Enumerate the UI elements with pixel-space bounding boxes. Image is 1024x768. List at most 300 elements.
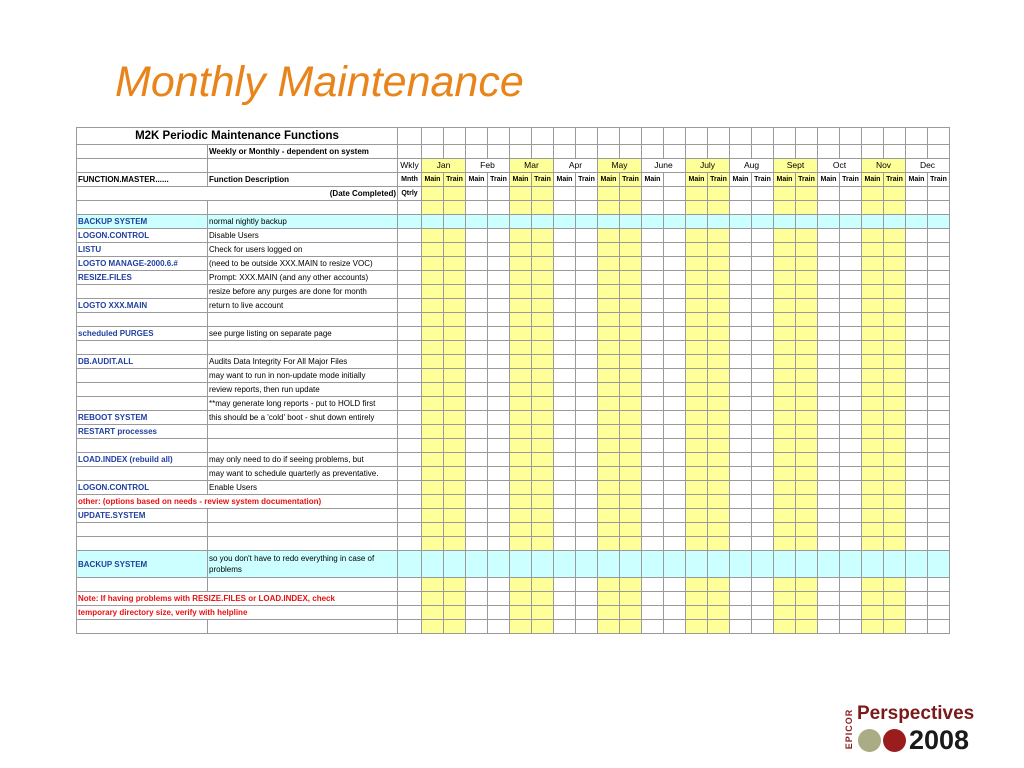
month-cell [752, 620, 774, 634]
wkly-cell [398, 411, 422, 425]
month-cell [708, 215, 730, 229]
month-cell [466, 327, 488, 341]
description-cell: resize before any purges are done for month [208, 285, 398, 299]
blank-cell [620, 145, 642, 159]
month-cell [576, 620, 598, 634]
wkly-cell [398, 299, 422, 313]
month-cell [444, 257, 466, 271]
month-cell [466, 215, 488, 229]
wkly-cell [398, 425, 422, 439]
date-completed-label: (Date Completed) [77, 187, 398, 201]
month-cell [620, 327, 642, 341]
month-cell [730, 187, 752, 201]
month-cell [510, 620, 532, 634]
table-row [77, 439, 950, 453]
month-cell [928, 299, 950, 313]
main-label: Main [774, 173, 796, 187]
table-row [77, 201, 950, 215]
month-cell [598, 453, 620, 467]
month-cell [422, 243, 444, 257]
blank-cell [466, 145, 488, 159]
table-row [77, 495, 950, 509]
month-header: Apr [554, 159, 598, 173]
month-cell [664, 201, 686, 215]
month-cell [664, 285, 686, 299]
month-cell [730, 509, 752, 523]
month-cell [664, 425, 686, 439]
month-cell [774, 215, 796, 229]
month-cell [444, 481, 466, 495]
month-cell [466, 537, 488, 551]
main-label: Main [906, 173, 928, 187]
month-cell [840, 271, 862, 285]
month-cell [796, 229, 818, 243]
month-cell [466, 341, 488, 355]
month-cell [488, 620, 510, 634]
month-cell [884, 369, 906, 383]
month-cell [686, 551, 708, 578]
month-cell [708, 243, 730, 257]
month-cell [554, 523, 576, 537]
month-cell [598, 327, 620, 341]
month-cell [532, 341, 554, 355]
table-row [77, 397, 950, 411]
month-cell [818, 453, 840, 467]
month-cell [532, 369, 554, 383]
month-cell [620, 341, 642, 355]
month-cell [884, 327, 906, 341]
main-label: Main [598, 173, 620, 187]
month-cell [752, 187, 774, 201]
month-cell [752, 215, 774, 229]
month-cell [620, 355, 642, 369]
month-cell [774, 523, 796, 537]
month-cell [928, 243, 950, 257]
month-cell [642, 355, 664, 369]
month-cell [598, 187, 620, 201]
month-cell [466, 187, 488, 201]
wkly-cell [398, 341, 422, 355]
function-cell: other: (options based on needs - review system documentation) [77, 495, 398, 509]
table-row [77, 620, 950, 634]
month-cell [554, 215, 576, 229]
blank-cell [862, 145, 884, 159]
month-cell [532, 229, 554, 243]
month-cell [708, 229, 730, 243]
month-cell [862, 397, 884, 411]
month-cell [840, 578, 862, 592]
month-cell [686, 229, 708, 243]
month-cell [730, 243, 752, 257]
month-cell [576, 523, 598, 537]
month-cell [466, 578, 488, 592]
month-cell [796, 187, 818, 201]
month-cell [642, 271, 664, 285]
month-cell [796, 551, 818, 578]
month-cell [664, 355, 686, 369]
description-cell [208, 578, 398, 592]
description-cell: may want to schedule quarterly as preventative. [208, 467, 398, 481]
table-row [77, 467, 950, 481]
month-cell [686, 467, 708, 481]
month-cell [642, 523, 664, 537]
month-cell [928, 397, 950, 411]
description-cell [208, 537, 398, 551]
month-cell [444, 523, 466, 537]
description-cell: review reports, then run update [208, 383, 398, 397]
month-cell [554, 341, 576, 355]
month-cell [576, 313, 598, 327]
month-cell [466, 551, 488, 578]
month-cell [928, 257, 950, 271]
month-header: May [598, 159, 642, 173]
month-cell [488, 411, 510, 425]
month-cell [576, 537, 598, 551]
function-cell [77, 383, 208, 397]
month-cell [510, 229, 532, 243]
train-label: Train [488, 173, 510, 187]
month-cell [752, 411, 774, 425]
month-cell [510, 606, 532, 620]
month-cell [488, 215, 510, 229]
month-cell [752, 243, 774, 257]
month-cell [906, 467, 928, 481]
month-cell [730, 369, 752, 383]
month-cell [708, 453, 730, 467]
month-cell [730, 453, 752, 467]
month-cell [774, 369, 796, 383]
month-cell [862, 551, 884, 578]
month-cell [466, 481, 488, 495]
month-cell [686, 215, 708, 229]
month-cell [532, 243, 554, 257]
main-label: Main [818, 173, 840, 187]
table-row [77, 229, 950, 243]
month-cell [576, 551, 598, 578]
month-cell [862, 620, 884, 634]
blank-cell [862, 128, 884, 145]
month-cell [884, 243, 906, 257]
month-cell [510, 243, 532, 257]
month-cell [532, 592, 554, 606]
train-label: Train [620, 173, 642, 187]
function-cell [77, 537, 208, 551]
month-cell [642, 481, 664, 495]
month-cell [752, 453, 774, 467]
month-cell [796, 299, 818, 313]
month-cell [422, 341, 444, 355]
month-cell [730, 327, 752, 341]
month-cell [884, 606, 906, 620]
month-cell [774, 439, 796, 453]
month-cell [730, 481, 752, 495]
description-cell: Disable Users [208, 229, 398, 243]
wkly-cell [398, 215, 422, 229]
month-cell [818, 425, 840, 439]
function-cell [77, 578, 208, 592]
month-cell [642, 509, 664, 523]
month-cell [708, 327, 730, 341]
month-cell [752, 229, 774, 243]
month-cell [818, 299, 840, 313]
month-cell [796, 257, 818, 271]
month-cell [664, 620, 686, 634]
month-cell [928, 481, 950, 495]
description-cell: Audits Data Integrity For All Major Files [208, 355, 398, 369]
train-label: Train [884, 173, 906, 187]
table-row [77, 369, 950, 383]
month-cell [466, 229, 488, 243]
month-cell [488, 495, 510, 509]
month-cell [620, 509, 642, 523]
month-cell [708, 341, 730, 355]
month-cell [642, 299, 664, 313]
table-row [77, 592, 950, 606]
month-cell [708, 439, 730, 453]
month-cell [928, 187, 950, 201]
month-cell [906, 578, 928, 592]
month-cell [422, 327, 444, 341]
month-cell [862, 537, 884, 551]
month-cell [598, 341, 620, 355]
wkly-cell [398, 327, 422, 341]
description-cell: so you don't have to redo everything in case of problems [208, 551, 398, 578]
month-cell [730, 425, 752, 439]
month-cell [598, 285, 620, 299]
month-cell [598, 229, 620, 243]
month-cell [840, 187, 862, 201]
month-cell [730, 495, 752, 509]
month-cell [510, 299, 532, 313]
month-cell [730, 606, 752, 620]
month-cell [818, 523, 840, 537]
month-cell [774, 578, 796, 592]
month-cell [510, 313, 532, 327]
function-cell: UPDATE.SYSTEM [77, 509, 208, 523]
month-cell [664, 481, 686, 495]
month-cell [598, 397, 620, 411]
month-cell [686, 495, 708, 509]
month-cell [752, 271, 774, 285]
epicor-perspectives-logo [842, 703, 992, 755]
month-cell [796, 397, 818, 411]
wkly-cell [398, 313, 422, 327]
function-cell: REBOOT SYSTEM [77, 411, 208, 425]
month-cell [840, 467, 862, 481]
month-cell [466, 509, 488, 523]
month-cell [444, 201, 466, 215]
wkly-cell [398, 509, 422, 523]
month-cell [730, 578, 752, 592]
month-cell [532, 467, 554, 481]
month-cell [664, 411, 686, 425]
month-cell [554, 425, 576, 439]
month-cell [796, 341, 818, 355]
month-cell [818, 481, 840, 495]
month-cell [906, 285, 928, 299]
month-cell [862, 369, 884, 383]
table-row [77, 411, 950, 425]
month-cell [444, 285, 466, 299]
month-cell [554, 383, 576, 397]
month-cell [818, 578, 840, 592]
month-cell [818, 467, 840, 481]
month-header-row [77, 159, 950, 173]
blank-cell [664, 173, 686, 187]
wkly-cell [398, 369, 422, 383]
month-cell [818, 327, 840, 341]
month-cell [906, 257, 928, 271]
month-cell [554, 285, 576, 299]
blank-cell [928, 145, 950, 159]
month-cell [466, 453, 488, 467]
blank-cell [444, 128, 466, 145]
month-cell [818, 243, 840, 257]
month-cell [598, 313, 620, 327]
month-cell [488, 313, 510, 327]
month-cell [928, 215, 950, 229]
month-cell [708, 578, 730, 592]
month-cell [598, 243, 620, 257]
month-cell [554, 551, 576, 578]
month-cell [422, 411, 444, 425]
month-cell [928, 467, 950, 481]
month-cell [686, 397, 708, 411]
month-cell [422, 495, 444, 509]
description-cell [208, 425, 398, 439]
month-cell [730, 467, 752, 481]
table-row [77, 453, 950, 467]
month-cell [708, 481, 730, 495]
month-cell [422, 257, 444, 271]
month-cell [774, 537, 796, 551]
month-cell [532, 551, 554, 578]
blank-cell [730, 145, 752, 159]
month-cell [906, 606, 928, 620]
blank-cell [818, 145, 840, 159]
month-cell [774, 257, 796, 271]
table-row [77, 606, 950, 620]
month-cell [708, 313, 730, 327]
month-cell [774, 243, 796, 257]
month-cell [752, 523, 774, 537]
month-cell [488, 439, 510, 453]
description-cell: Enable Users [208, 481, 398, 495]
month-cell [554, 369, 576, 383]
month-cell [466, 271, 488, 285]
month-cell [422, 592, 444, 606]
month-cell [642, 187, 664, 201]
month-cell [422, 425, 444, 439]
function-cell: LOGON.CONTROL [77, 481, 208, 495]
month-cell [884, 383, 906, 397]
month-cell [444, 551, 466, 578]
month-cell [488, 606, 510, 620]
month-cell [840, 411, 862, 425]
month-cell [730, 551, 752, 578]
month-cell [422, 215, 444, 229]
blank-cell [422, 145, 444, 159]
month-cell [906, 620, 928, 634]
month-cell [796, 285, 818, 299]
month-cell [620, 411, 642, 425]
month-cell [862, 439, 884, 453]
month-cell [708, 355, 730, 369]
month-cell [774, 299, 796, 313]
month-cell [620, 425, 642, 439]
month-cell [840, 215, 862, 229]
month-cell [554, 299, 576, 313]
month-cell [532, 453, 554, 467]
month-cell [862, 411, 884, 425]
description-cell [208, 620, 398, 634]
month-cell [928, 592, 950, 606]
month-cell [752, 481, 774, 495]
month-cell [686, 411, 708, 425]
month-cell [466, 523, 488, 537]
month-cell [620, 397, 642, 411]
month-cell [422, 271, 444, 285]
month-cell [620, 215, 642, 229]
month-cell [774, 383, 796, 397]
month-cell [664, 592, 686, 606]
month-cell [422, 229, 444, 243]
train-label: Train [444, 173, 466, 187]
train-label: Train [796, 173, 818, 187]
month-cell [796, 453, 818, 467]
month-cell [620, 606, 642, 620]
month-cell [708, 201, 730, 215]
month-cell [488, 592, 510, 606]
function-cell: DB.AUDIT.ALL [77, 355, 208, 369]
month-cell [576, 215, 598, 229]
month-cell [466, 592, 488, 606]
month-cell [906, 439, 928, 453]
month-cell [906, 481, 928, 495]
month-cell [708, 523, 730, 537]
month-cell [466, 425, 488, 439]
blank-cell [398, 145, 422, 159]
blank-cell [796, 128, 818, 145]
month-cell [708, 369, 730, 383]
month-cell [862, 327, 884, 341]
blank-cell [554, 128, 576, 145]
month-cell [774, 606, 796, 620]
month-cell [906, 229, 928, 243]
month-cell [488, 425, 510, 439]
month-cell [642, 341, 664, 355]
month-cell [818, 606, 840, 620]
month-cell [510, 453, 532, 467]
month-cell [708, 397, 730, 411]
month-cell [488, 369, 510, 383]
wkly-cell [398, 495, 422, 509]
month-cell [444, 425, 466, 439]
month-cell [906, 397, 928, 411]
wkly-cell [398, 453, 422, 467]
month-cell [840, 439, 862, 453]
month-cell [752, 299, 774, 313]
month-cell [906, 551, 928, 578]
month-cell [664, 509, 686, 523]
month-header: July [686, 159, 730, 173]
month-cell [752, 355, 774, 369]
blank-cell [774, 145, 796, 159]
month-cell [488, 229, 510, 243]
month-cell [862, 383, 884, 397]
month-cell [752, 425, 774, 439]
month-cell [796, 201, 818, 215]
